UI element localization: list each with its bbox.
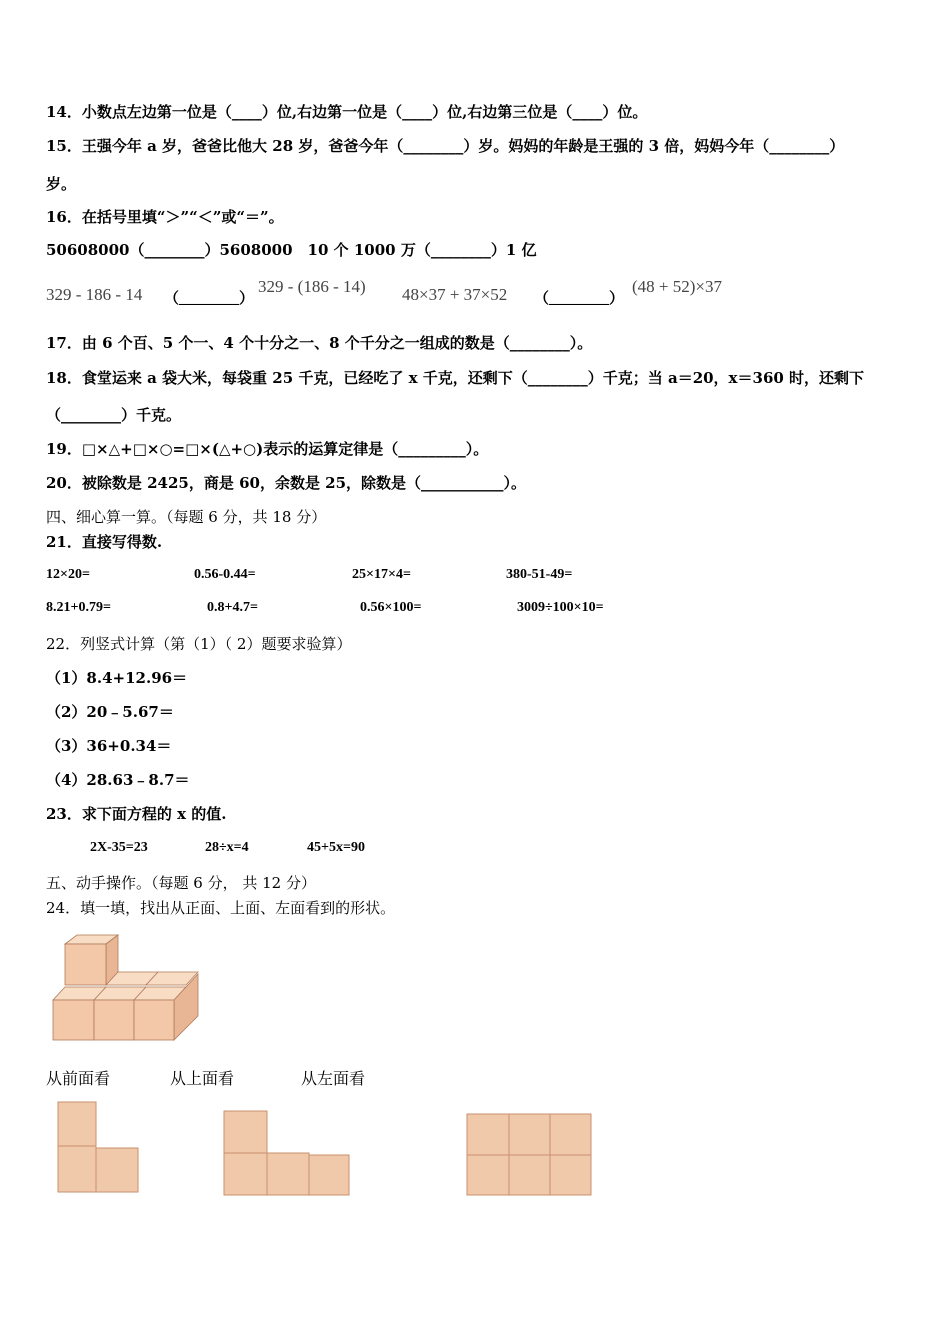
question-18-cont: （________）千克。 <box>46 406 182 424</box>
cube-arrangement-figure <box>46 930 206 1042</box>
expr-4: (48 + 52)×37 <box>632 277 722 296</box>
question-19: 19．□×△+□×○=□×(△+○)表示的运算定律是（_________）。 <box>46 440 489 458</box>
vertical-calc-item: （2）20﹣5.67＝ <box>46 703 174 721</box>
question-22: 22．列竖式计算（第（1）（ 2）题要求验算） <box>46 635 352 653</box>
expr-1: 329 - 186 - 14 <box>46 285 143 304</box>
question-21: 21．直接写得数. <box>46 533 163 551</box>
vertical-calc-item: （4）28.63﹣8.7＝ <box>46 771 190 789</box>
question-16-row: 50608000（________）5608000 10 个 1000 万（________）1 亿 <box>46 241 537 259</box>
question-17: 17．由 6 个百、5 个一、4 个十分之一、8 个千分之一组成的数是（________）。 <box>46 334 593 352</box>
blank-1: （________） <box>164 291 255 307</box>
calc-item: 8.21+0.79= <box>46 600 111 615</box>
view-label-front: 从前面看 <box>46 1069 111 1088</box>
question-15-cont: 岁。 <box>46 175 77 193</box>
calc-item: 12×20= <box>46 567 90 582</box>
expr-2: 329 - (186 - 14) <box>258 277 366 296</box>
calc-item: 25×17×4= <box>352 567 411 582</box>
top-view-shape <box>223 1110 351 1196</box>
view-label-left: 从左面看 <box>301 1069 366 1088</box>
equation: 45+5x=90 <box>307 840 365 855</box>
equation: 2X-35=23 <box>90 840 148 855</box>
view-label-top: 从上面看 <box>170 1069 235 1088</box>
question-18: 18．食堂运来 a 袋大米，每袋重 25 千克，已经吃了 x 千克，还剩下（________）千克；当 a＝20，x＝360 时，还剩下 <box>46 369 865 387</box>
section-5-heading: 五、动手操作。（每题 6 分， 共 12 分） <box>46 874 316 892</box>
vertical-calc-item: （1）8.4+12.96＝ <box>46 669 188 687</box>
question-14: 14．小数点左边第一位是（____）位,右边第一位是（____）位,右边第三位是（____）位。 <box>46 103 648 121</box>
calc-item: 3009÷100×10= <box>517 600 604 615</box>
question-15: 15．王强今年 a 岁，爸爸比他大 28 岁，爸爸今年（________）岁。妈妈的年龄是王强的 3 倍，妈妈今年（________） <box>46 137 845 155</box>
expr-3: 48×37 + 37×52 <box>402 285 508 304</box>
question-23: 23．求下面方程的 x 的值. <box>46 805 227 823</box>
calc-item: 0.56×100= <box>360 600 422 615</box>
calc-item: 0.8+4.7= <box>207 600 258 615</box>
blank-2: （________） <box>534 291 625 307</box>
question-20: 20．被除数是 2425，商是 60，余数是 25，除数是（___________）。 <box>46 474 527 492</box>
front-view-shape <box>57 1101 141 1193</box>
left-view-shape <box>466 1113 594 1197</box>
section-4-heading: 四、细心算一算。（每题 6 分，共 18 分） <box>46 508 327 526</box>
calc-item: 380-51-49= <box>506 567 573 582</box>
question-24: 24．填一填，找出从正面、上面、左面看到的形状。 <box>46 899 396 917</box>
calc-item: 0.56-0.44= <box>194 567 256 582</box>
equation: 28÷x=4 <box>205 840 249 855</box>
vertical-calc-item: （3）36+0.34＝ <box>46 737 172 755</box>
question-16: 16．在括号里填“＞”“＜”或“＝”。 <box>46 208 284 226</box>
